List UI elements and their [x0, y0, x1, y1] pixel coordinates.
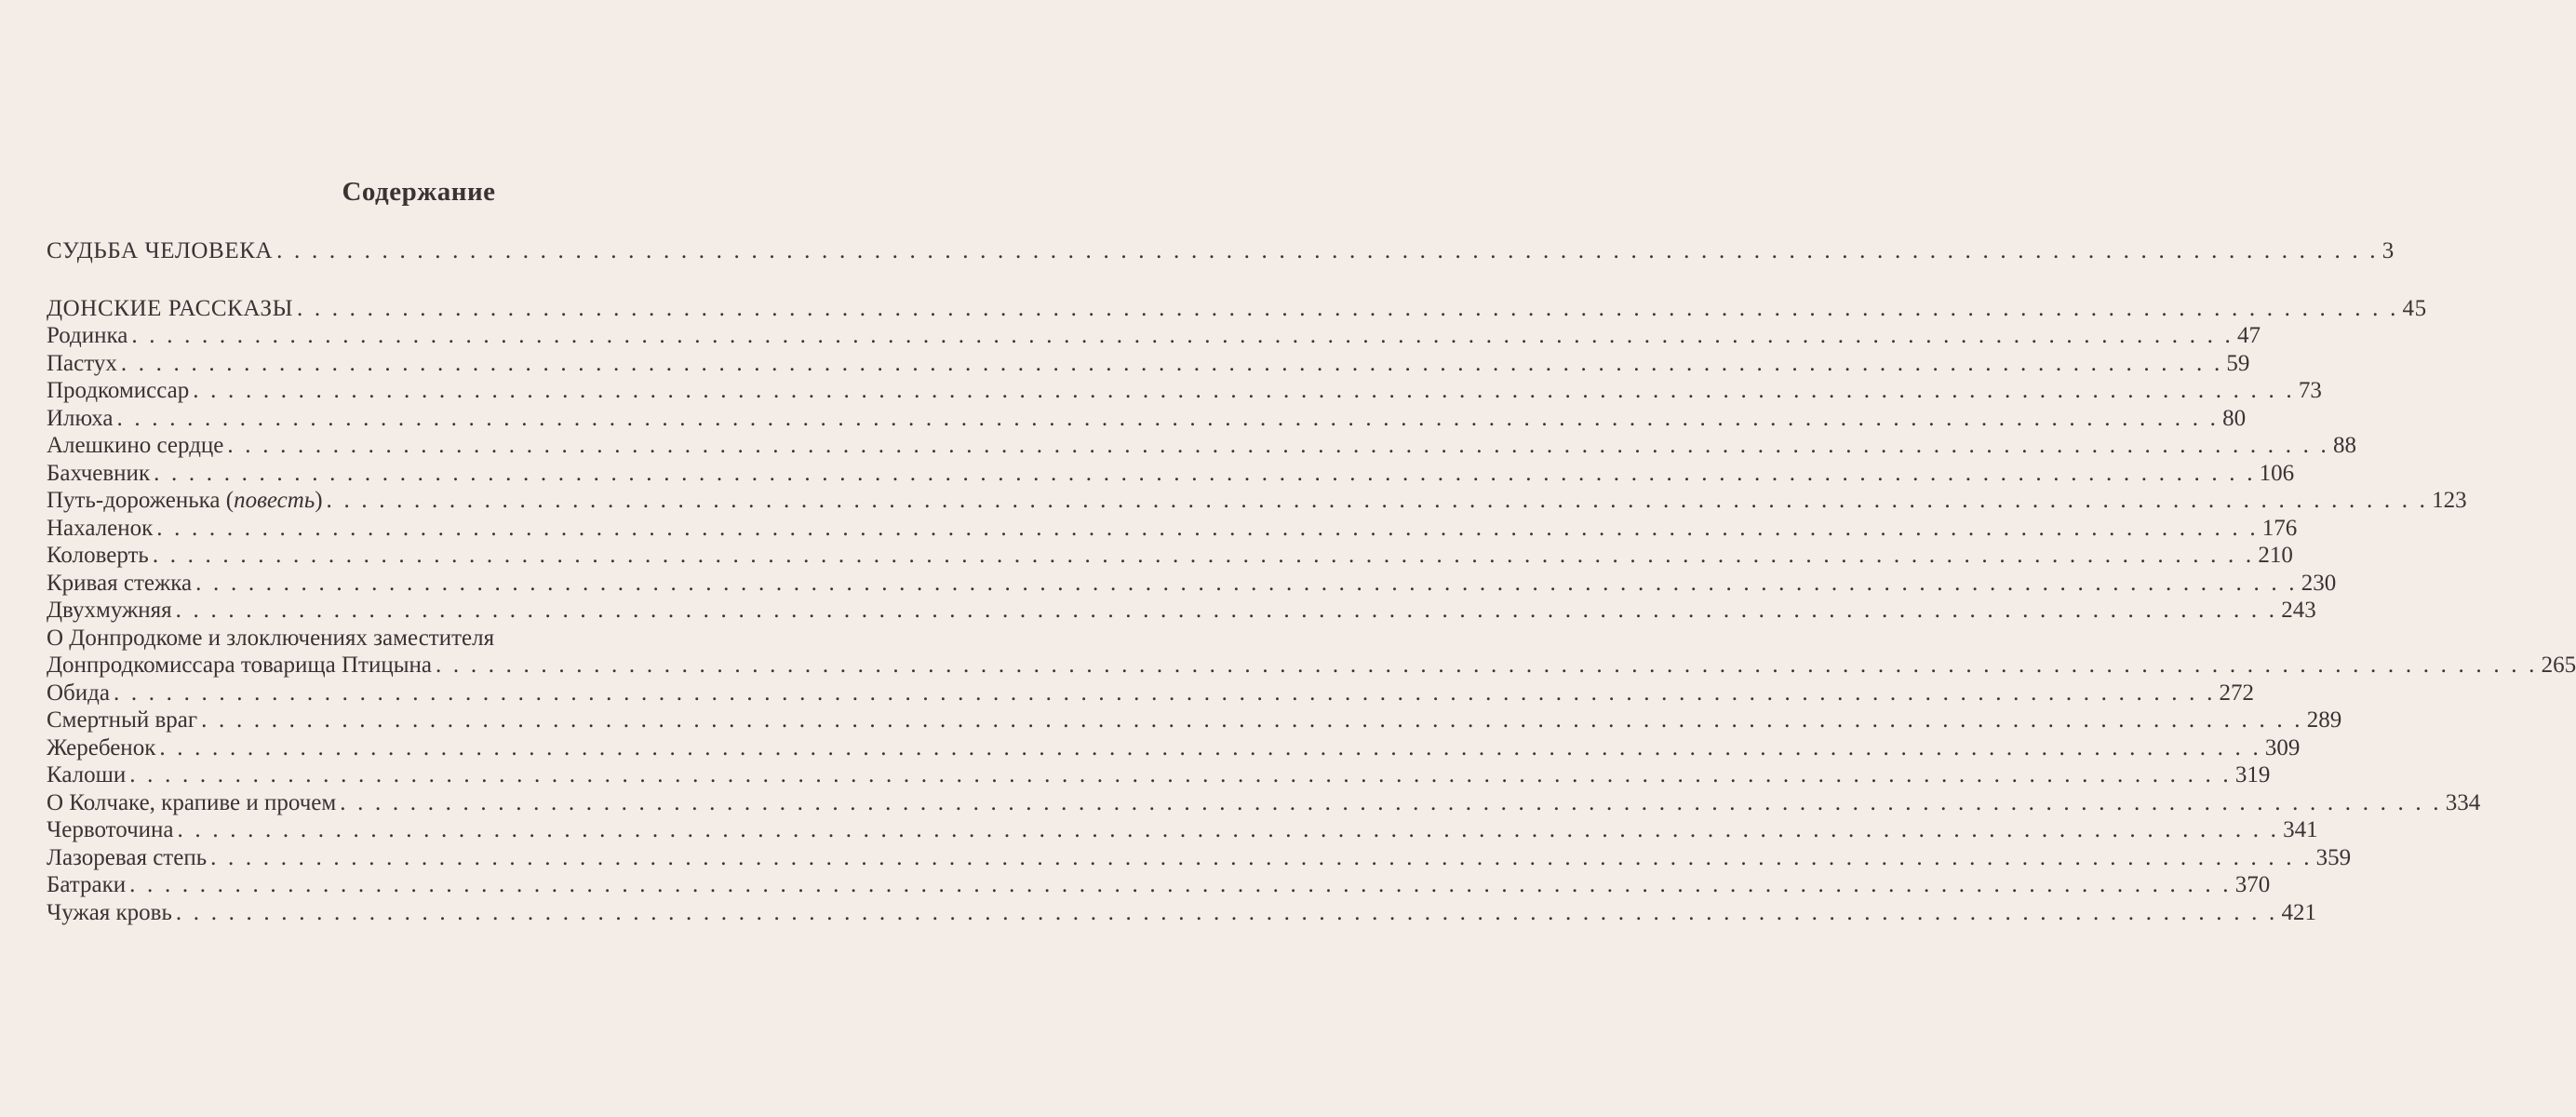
toc-entry: [47, 322, 2261, 350]
toc-entry: [47, 761, 2271, 789]
toc-entry: [47, 816, 2318, 844]
toc-entry: [47, 542, 2293, 570]
page-number: 421: [2281, 899, 2316, 925]
page-number: 359: [2315, 844, 2352, 870]
entry-title-cont: Донпродкомиссара товарища Птицына: [47, 653, 433, 678]
entry-title: Илюха: [47, 405, 114, 431]
entry-title: О Колчаке, крапиве и прочем: [47, 789, 337, 815]
leader-dots: . . . . . . . . . . . . . . . . . . . . . . . . . . . . . . . . . . . . . . . . . . . . . . . . . . . . . . . . . . . . . . . . . . . . . . . . . . . . . . . . . . . . . . . . . . . . . . . . . . . . . . . . . . . . . . . . . . . . . . . .: [113, 680, 2216, 706]
entry-title: Путь-дороженька (повесть): [47, 488, 323, 513]
leader-dots: . . . . . . . . . . . . . . . . . . . . . . . . . . . . . . . . . . . . . . . . . . . . . . . . . . . . . . . . . . . . . . . . . . . . . . . . . . . . . . . . . . . . . . . . . . . . . . . . . . . . . . . . . . . . . . . . . . . . . . . .: [201, 707, 2303, 733]
leader-dots: . . . . . . . . . . . . . . . . . . . . . . . . . . . . . . . . . . . . . . . . . . . . . . . . . . . . . . . . . . . . . . . . . . . . . . . . . . . . . . . . . . . . . . . . . . . . . . . . . . . . . . . . . . . . . . . . . . . . . . . .: [159, 734, 2261, 760]
toc-entry: [47, 460, 2295, 488]
toc-entry: [47, 707, 2342, 734]
page-number: 370: [2234, 872, 2271, 897]
entry-title-italic: повесть: [234, 488, 315, 513]
page-number: 243: [2281, 598, 2316, 623]
leader-dots: . . . . . . . . . . . . . . . . . . . . . . . . . . . . . . . . . . . . . . . . . . . . . . . . . . . . . . . . . . . . . . . . . . . . . . . . . . . . . . . . . . . . . . . . . . . . . . . . . . . . . . . . . . . . . . . . . . . . . . . .: [129, 872, 2232, 897]
entry-title: Чужая кровь: [47, 899, 172, 925]
page-number: 88: [2332, 433, 2356, 458]
leader-dots: . . . . . . . . . . . . . . . . . . . . . . . . . . . . . . . . . . . . . . . . . . . . . . . . . . . . . . . . . . . . . . . . . . . . . . . . . . . . . . . . . . . . . . . . . . . . . . . . . . . . . . . . . . . . . . . . . . . . . . . .: [340, 789, 2442, 815]
page-number: 265: [2541, 653, 2576, 678]
toc-entry: [47, 237, 2395, 265]
toc-entry: [47, 871, 2271, 899]
table-of-contents: [47, 237, 2576, 926]
toc-entry: [47, 350, 2250, 378]
entry-title: СУДЬБА ЧЕЛОВЕКА: [47, 238, 274, 263]
leader-dots: . . . . . . . . . . . . . . . . . . . . . . . . . . . . . . . . . . . . . . . . . . . . . . . . . . . . . . . . . . . . . . . . . . . . . . . . . . . . . . . . . . . . . . . . . . . . . . . . . . . . . . . . . . . . . . . . . . . . . . . .: [175, 598, 2278, 623]
entry-title: Коловерть: [47, 543, 149, 568]
toc-entry: [47, 432, 2356, 460]
leader-dots: . . . . . . . . . . . . . . . . . . . . . . . . . . . . . . . . . . . . . . . . . . . . . . . . . . . . . . . . . . . . . . . . . . . . . . . . . . . . . . . . . . . . . . . . . . . . . . . . . . . . . . . . . . . . . . . . . . . . . . . .: [156, 515, 2259, 541]
page-number: 47: [2236, 323, 2261, 348]
entry-title: Родинка: [47, 323, 128, 348]
toc-entry: [47, 295, 2427, 323]
toc-entry: [47, 570, 2337, 598]
page-number: 123: [2432, 488, 2467, 513]
entry-title: Смертный враг: [47, 707, 198, 733]
entry-title: Нахаленок: [47, 515, 154, 541]
page-number: 106: [2259, 460, 2295, 486]
entry-title: Калоши: [47, 762, 127, 787]
leader-dots: . . . . . . . . . . . . . . . . . . . . . . . . . . . . . . . . . . . . . . . . . . . . . . . . . . . . . . . . . . . . . . . . . . . . . . . . . . . . . . . . . . . . . . . . . . . . . . . . . . . . . . . . . . . . . . . . . . . . . . . .: [175, 899, 2278, 925]
page-number: 289: [2306, 707, 2342, 733]
entry-title: Жеребенок: [47, 734, 156, 760]
leader-dots: . . . . . . . . . . . . . . . . . . . . . . . . . . . . . . . . . . . . . . . . . . . . . . . . . . . . . . . . . . . . . . . . . . . . . . . . . . . . . . . . . . . . . . . . . . . . . . . . . . . . . . . . . . . . . . . . . . . . . . . .: [195, 570, 2298, 596]
page-number: 341: [2283, 817, 2318, 842]
entry-title: Алешкино сердце: [47, 433, 224, 458]
page-number: 334: [2445, 789, 2481, 815]
entry-title: Продкомиссар: [47, 378, 190, 403]
page-number: 319: [2234, 762, 2271, 787]
toc-entry: [47, 405, 2247, 433]
toc-entry: [47, 487, 2467, 515]
entry-title: Кривая стежка: [47, 570, 193, 596]
page-number: 309: [2264, 734, 2301, 760]
toc-entry: [47, 377, 2322, 405]
entry-title: Пастух: [47, 350, 117, 376]
leader-dots: . . . . . . . . . . . . . . . . . . . . . . . . . . . . . . . . . . . . . . . . . . . . . . . . . . . . . . . . . . . . . . . . . . . . . . . . . . . . . . . . . . . . . . . . . . . . . . . . . . . . . . . . . . . . . . . . . . . . . . . .: [177, 817, 2280, 842]
leader-dots: . . . . . . . . . . . . . . . . . . . . . . . . . . . . . . . . . . . . . . . . . . . . . . . . . . . . . . . . . . . . . . . . . . . . . . . . . . . . . . . . . . . . . . . . . . . . . . . . . . . . . . . . . . . . . . . . . . . . . . . .: [131, 323, 2234, 348]
leader-dots: . . . . . . . . . . . . . . . . . . . . . . . . . . . . . . . . . . . . . . . . . . . . . . . . . . . . . . . . . . . . . . . . . . . . . . . . . . . . . . . . . . . . . . . . . . . . . . . . . . . . . . . . . . . . . . . . . . . . . . . .: [276, 238, 2379, 263]
entry-title: Батраки: [47, 872, 127, 897]
entry-title: О Донпродкоме и злоключениях заместителя: [47, 625, 495, 651]
leader-dots: . . . . . . . . . . . . . . . . . . . . . . . . . . . . . . . . . . . . . . . . . . . . . . . . . . . . . . . . . . . . . . . . . . . . . . . . . . . . . . . . . . . . . . . . . . . . . . . . . . . . . . . . . . . . . . . . . . . . . . . .: [120, 350, 2223, 376]
page-title: Содержание: [342, 177, 496, 207]
entry-title: ДОНСКИЕ РАССКАЗЫ: [47, 295, 293, 321]
page-number: 272: [2219, 680, 2255, 706]
page-number: 45: [2402, 295, 2427, 321]
page-number: 73: [2298, 378, 2322, 403]
leader-dots: . . . . . . . . . . . . . . . . . . . . . . . . . . . . . . . . . . . . . . . . . . . . . . . . . . . . . . . . . . . . . . . . . . . . . . . . . . . . . . . . . . . . . . . . . . . . . . . . . . . . . . . . . . . . . . . . . . . . . . . .: [296, 295, 2399, 321]
toc-entry: [47, 844, 2352, 872]
toc-entry: [47, 789, 2481, 817]
entry-title: Лазоревая степь: [47, 844, 208, 870]
leader-dots: . . . . . . . . . . . . . . . . . . . . . . . . . . . . . . . . . . . . . . . . . . . . . . . . . . . . . . . . . . . . . . . . . . . . . . . . . . . . . . . . . . . . . . . . . . . . . . . . . . . . . . . . . . . . . . . . . . . . . . . .: [210, 844, 2313, 870]
toc-entry: [47, 899, 2316, 927]
toc-entry: [47, 680, 2255, 707]
entry-title: Двухмужняя: [47, 598, 172, 623]
leader-dots: . . . . . . . . . . . . . . . . . . . . . . . . . . . . . . . . . . . . . . . . . . . . . . . . . . . . . . . . . . . . . . . . . . . . . . . . . . . . . . . . . . . . . . . . . . . . . . . . . . . . . . . . . . . . . . . . . . . . . . . .: [326, 488, 2429, 513]
leader-dots: . . . . . . . . . . . . . . . . . . . . . . . . . . . . . . . . . . . . . . . . . . . . . . . . . . . . . . . . . . . . . . . . . . . . . . . . . . . . . . . . . . . . . . . . . . . . . . . . . . . . . . . . . . . . . . . . . . . . . . . .: [154, 460, 2256, 486]
toc-entry: [47, 625, 732, 653]
toc-entry: [47, 515, 2298, 543]
toc-entry: [47, 734, 2301, 762]
page-number: 80: [2222, 405, 2247, 431]
leader-dots: . . . . . . . . . . . . . . . . . . . . . . . . . . . . . . . . . . . . . . . . . . . . . . . . . . . . . . . . . . . . . . . . . . . . . . . . . . . . . . . . . . . . . . . . . . . . . . . . . . . . . . . . . . . . . . . . . . . . . . . .: [152, 543, 2255, 568]
page-number: 176: [2261, 515, 2298, 541]
leader-dots: . . . . . . . . . . . . . . . . . . . . . . . . . . . . . . . . . . . . . . . . . . . . . . . . . . . . . . . . . . . . . . . . . . . . . . . . . . . . . . . . . . . . . . . . . . . . . . . . . . . . . . . . . . . . . . . . . . . . . . . .: [129, 762, 2232, 787]
page-number: 230: [2301, 570, 2337, 596]
toc-entry: [47, 652, 2576, 680]
toc-entry: [47, 597, 2316, 625]
page-number: 3: [2381, 238, 2395, 263]
entry-title: Обида: [47, 680, 110, 706]
entry-title: Червоточина: [47, 817, 174, 842]
leader-dots: . . . . . . . . . . . . . . . . . . . . . . . . . . . . . . . . . . . . . . . . . . . . . . . . . . . . . . . . . . . . . . . . . . . . . . . . . . . . . . . . . . . . . . . . . . . . . . . . . . . . . . . . . . . . . . . . . . . . . . . .: [193, 378, 2295, 403]
leader-dots: . . . . . . . . . . . . . . . . . . . . . . . . . . . . . . . . . . . . . . . . . . . . . . . . . . . . . . . . . . . . . . . . . . . . . . . . . . . . . . . . . . . . . . . . . . . . . . . . . . . . . . . . . . . . . . . . . . . . . . . .: [436, 653, 2538, 678]
leader-dots: . . . . . . . . . . . . . . . . . . . . . . . . . . . . . . . . . . . . . . . . . . . . . . . . . . . . . . . . . . . . . . . . . . . . . . . . . . . . . . . . . . . . . . . . . . . . . . . . . . . . . . . . . . . . . . . . . . . . . . . .: [227, 433, 2329, 458]
page-number: 210: [2258, 543, 2293, 568]
page-number: 59: [2226, 350, 2250, 376]
entry-title: Бахчевник: [47, 460, 151, 486]
leader-dots: . . . . . . . . . . . . . . . . . . . . . . . . . . . . . . . . . . . . . . . . . . . . . . . . . . . . . . . . . . . . . . . . . . . . . . . . . . . . . . . . . . . . . . . . . . . . . . . . . . . . . . . . . . . . . . . . . . . . . . . .: [116, 405, 2220, 431]
